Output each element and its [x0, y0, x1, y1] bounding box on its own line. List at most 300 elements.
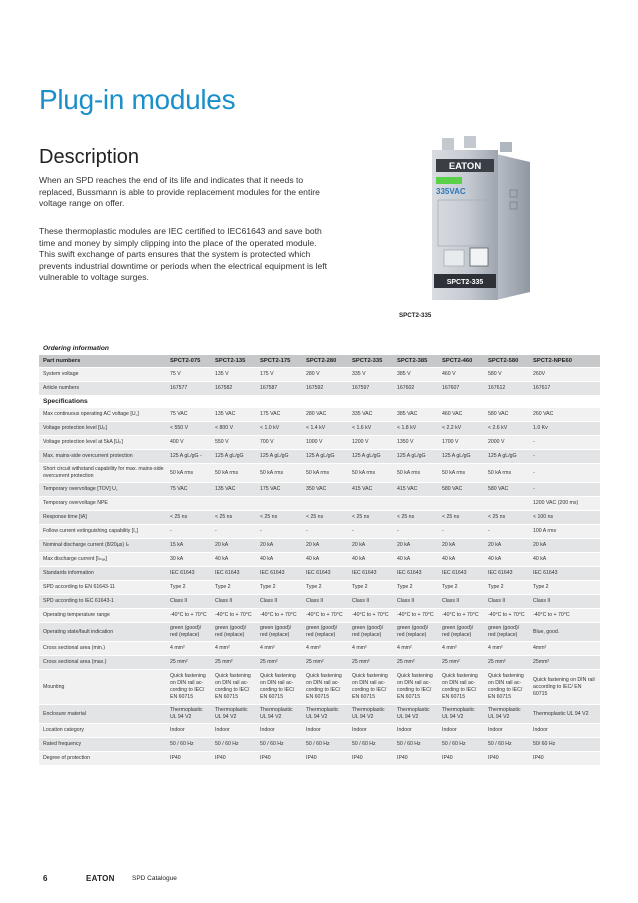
table-cell: 385 VAC	[394, 408, 439, 422]
table-cell: 580 VAC	[485, 408, 530, 422]
table-cell: 125 A gL/gG	[349, 450, 394, 464]
table-cell: 167587	[257, 382, 303, 396]
table-cell	[349, 497, 394, 511]
column-header-part: SPCT2-075	[167, 355, 212, 368]
section-heading-row	[39, 396, 600, 408]
table-cell: 580 VAC	[485, 483, 530, 497]
table-cell: 175 VAC	[257, 483, 303, 497]
table-cell: -	[394, 525, 439, 539]
table-cell: Type 2	[212, 581, 257, 595]
table-cell: 125 A gL/gG	[394, 450, 439, 464]
table-cell: 25mm²	[530, 656, 600, 670]
table-cell: IP40	[212, 752, 257, 766]
table-cell: Indoor	[485, 724, 530, 738]
table-cell: IEC 61643	[485, 567, 530, 581]
table-cell: Quick fastening on DIN rail ac-cording to IEC/ EN 60715	[394, 670, 439, 705]
table-cell: Quick fastening on DIN rail ac-cording to IEC/ EN 60715	[439, 670, 485, 705]
table-cell: IP40	[349, 752, 394, 766]
table-cell: 25 mm²	[303, 656, 349, 670]
row-label: Response time [tA]	[39, 511, 167, 525]
column-header-part: SPCT2-580	[485, 355, 530, 368]
table-cell: IP40	[167, 752, 212, 766]
table-cell: 1700 V	[439, 436, 485, 450]
table-cell: IEC 61643	[257, 567, 303, 581]
table-row	[39, 539, 600, 553]
table-row	[39, 436, 600, 450]
row-label: Rated frequency	[39, 738, 167, 752]
table-row	[39, 752, 600, 766]
table-cell: green (good)/ red (replace)	[349, 623, 394, 642]
table-cell: IEC 61643	[439, 567, 485, 581]
table-cell: Quick fastening on DIN rail ac-cording to IEC/ EN 60715	[212, 670, 257, 705]
table-cell: -	[530, 450, 600, 464]
table-cell: 20 kA	[212, 539, 257, 553]
table-cell: < 1.4 kV	[303, 422, 349, 436]
table-cell: -40°C to + 70°C	[257, 609, 303, 623]
table-cell: 40 kA	[257, 553, 303, 567]
table-cell: 40 kA	[439, 553, 485, 567]
table-cell: 20 kA	[439, 539, 485, 553]
table-cell: Indoor	[349, 724, 394, 738]
table-cell: Class II	[530, 595, 600, 609]
table-cell: Type 2	[303, 581, 349, 595]
table-row	[39, 738, 600, 752]
table-cell: IP40	[485, 752, 530, 766]
table-cell: 15 kA	[167, 539, 212, 553]
table-cell: 50 / 60 Hz	[303, 738, 349, 752]
module-terminal	[464, 136, 476, 148]
table-cell: 20 kA	[394, 539, 439, 553]
table-cell: -40°C to + 70°C	[439, 609, 485, 623]
row-label: Article numbers	[39, 382, 167, 396]
table-cell: < 25 ns	[167, 511, 212, 525]
table-cell: 580 VAC	[439, 483, 485, 497]
table-cell: green (good)/ red (replace)	[167, 623, 212, 642]
table-cell: 167597	[349, 382, 394, 396]
page-title: Plug-in modules	[39, 84, 236, 115]
table-cell: Type 2	[349, 581, 394, 595]
row-label: Specifications	[39, 396, 167, 408]
table-cell: < 2.2 kV	[439, 422, 485, 436]
table-cell: < 100 ns	[530, 511, 600, 525]
table-cell: Class II	[394, 595, 439, 609]
table-row	[39, 464, 600, 483]
table-cell	[530, 396, 600, 408]
row-label: Nominal discharge current (8/20µs) Iₙ	[39, 539, 167, 553]
table-cell: < 25 ns	[303, 511, 349, 525]
row-label: Short circuit withstand capability for max. mains-side overcurrent protection	[39, 464, 167, 483]
table-row	[39, 525, 600, 539]
table-cell: 335 VAC	[349, 408, 394, 422]
table-cell	[439, 497, 485, 511]
table-cell: 550 V	[212, 436, 257, 450]
row-label: Location category	[39, 724, 167, 738]
table-cell: Thermoplastic UL 94 V2	[394, 705, 439, 724]
table-cell: 4 mm²	[257, 642, 303, 656]
module-terminal	[442, 138, 454, 150]
rating-label	[444, 250, 464, 266]
table-cell: < 550 V	[167, 422, 212, 436]
column-header-part: SPCT2-385	[394, 355, 439, 368]
table-cell: 50 kA rms	[394, 464, 439, 483]
table-row	[39, 408, 600, 422]
table-row	[39, 724, 600, 738]
table-cell	[167, 396, 212, 408]
table-cell: 50 kA rms	[485, 464, 530, 483]
table-cell: 2000 V	[485, 436, 530, 450]
table-cell: Thermoplastic UL 94 V2	[530, 705, 600, 724]
table-cell: Type 2	[439, 581, 485, 595]
table-cell: 30 kA	[167, 553, 212, 567]
description-paragraph-1: When an SPD reaches the end of its life and indicates that it needs to replaced, Bussmann is able to provide replacement modules for the entire voltage range on offer.	[39, 175, 320, 209]
table-cell: 40 kA	[303, 553, 349, 567]
table-cell: < 25 ns	[394, 511, 439, 525]
table-cell: -	[530, 483, 600, 497]
table-cell: < 25 ns	[257, 511, 303, 525]
spec-table	[39, 355, 600, 766]
table-cell: IP40	[394, 752, 439, 766]
table-cell	[212, 396, 257, 408]
table-cell: 50 / 60 Hz	[439, 738, 485, 752]
table-cell: 167582	[212, 382, 257, 396]
table-cell: 100 A rms	[530, 525, 600, 539]
table-cell: IEC 61643	[530, 567, 600, 581]
table-row	[39, 450, 600, 464]
table-cell: Indoor	[394, 724, 439, 738]
page-number: 6	[43, 874, 48, 883]
table-cell: Thermoplastic UL 94 V2	[167, 705, 212, 724]
table-row	[39, 382, 600, 396]
column-header-part: SPCT2-NPE60	[530, 355, 600, 368]
table-cell: 400 V	[167, 436, 212, 450]
table-cell: 4 mm²	[439, 642, 485, 656]
table-cell	[394, 396, 439, 408]
table-cell: 20 kA	[349, 539, 394, 553]
table-cell: IEC 61643	[167, 567, 212, 581]
table-cell: 460 VAC	[439, 408, 485, 422]
row-label: Max. mains-side overcurrent protection	[39, 450, 167, 464]
table-cell: 50 / 60 Hz	[167, 738, 212, 752]
table-cell: 125 A gL/gG	[439, 450, 485, 464]
table-cell: < 25 ns	[212, 511, 257, 525]
table-cell: 4 mm²	[303, 642, 349, 656]
table-cell: < 1.0 kV	[257, 422, 303, 436]
row-label: Enclosure material	[39, 705, 167, 724]
footer-catalogue: SPD Catalogue	[132, 875, 177, 882]
table-cell: 4 mm²	[349, 642, 394, 656]
row-label: Follow current extinguishing capability [I꜀]	[39, 525, 167, 539]
description-paragraph-2: These thermoplastic modules are IEC certified to IEC61643 and save both time and money by simply clipping into the place of the operated module. This swift exchange of parts ensures that the system is protected which prevents industrial downtime or periods when the electrical equipment is left vulnerable to voltage surges.	[39, 226, 328, 283]
table-cell: < 25 ns	[439, 511, 485, 525]
row-label: SPD according to IEC 61643-1	[39, 595, 167, 609]
table-cell: 135 VAC	[212, 483, 257, 497]
table-cell: 125 A gL/gG -	[167, 450, 212, 464]
table-cell: Thermoplastic UL 94 V2	[349, 705, 394, 724]
table-cell: 25 mm²	[212, 656, 257, 670]
table-cell: Quick fastening on DIN rail ac-cording to IEC/ EN 60715	[349, 670, 394, 705]
table-cell: 580 V	[485, 368, 530, 382]
table-cell: 25 mm²	[257, 656, 303, 670]
table-cell: Indoor	[212, 724, 257, 738]
voltage-label: 335VAC	[436, 187, 466, 196]
module-terminal	[500, 142, 512, 152]
table-cell: 175 V	[257, 368, 303, 382]
row-label: SPD according to EN 61643-11	[39, 581, 167, 595]
table-cell: 415 VAC	[349, 483, 394, 497]
table-row	[39, 623, 600, 642]
table-cell: 50 kA rms	[257, 464, 303, 483]
table-cell: 135 VAC	[212, 408, 257, 422]
table-cell: 40 kA	[212, 553, 257, 567]
table-cell: 175 VAC	[257, 408, 303, 422]
table-cell: 4 mm²	[212, 642, 257, 656]
table-cell: 125 A gL/gG	[257, 450, 303, 464]
table-cell: Class II	[212, 595, 257, 609]
table-cell: Blue, good.	[530, 623, 600, 642]
table-cell: -40°C to + 70°C	[349, 609, 394, 623]
table-cell: 280 VAC	[303, 408, 349, 422]
module-side	[496, 154, 530, 300]
table-cell	[439, 396, 485, 408]
table-cell: 40 kA	[530, 553, 600, 567]
table-cell: Thermoplastic UL 94 V2	[257, 705, 303, 724]
table-cell: -	[349, 525, 394, 539]
table-cell: 125 A gL/gG	[485, 450, 530, 464]
table-cell: Class II	[303, 595, 349, 609]
table-row	[39, 567, 600, 581]
row-label: Temporary overvoltage NPE	[39, 497, 167, 511]
table-cell: 1200 VAC (200 ms)	[530, 497, 600, 511]
row-label: Standards information	[39, 567, 167, 581]
table-row	[39, 553, 600, 567]
table-cell	[394, 497, 439, 511]
table-cell: 50/ 60 Hz	[530, 738, 600, 752]
section-subtitle: Description	[39, 146, 140, 168]
footer-brand: EATON	[86, 874, 115, 883]
varistor-symbol-icon	[470, 248, 488, 266]
table-cell: Thermoplastic UL 94 V2	[212, 705, 257, 724]
row-label: Voltage protection level at 5kA [Uₚ]	[39, 436, 167, 450]
table-cell: < 2.6 kV	[485, 422, 530, 436]
table-cell: -	[212, 525, 257, 539]
table-cell: 50 / 60 Hz	[394, 738, 439, 752]
product-caption: SPCT2-335	[399, 312, 432, 319]
table-cell: IEC 61643	[394, 567, 439, 581]
table-cell: Thermoplastic UL 94 V2	[439, 705, 485, 724]
table-cell: 335 V	[349, 368, 394, 382]
table-cell: green (good)/ red (replace)	[212, 623, 257, 642]
table-cell: 167592	[303, 382, 349, 396]
column-header-part: SPCT2-175	[257, 355, 303, 368]
table-cell: IP40	[303, 752, 349, 766]
table-cell: Quick fastening on DIN rail ac-cording to IEC/ EN 60715	[257, 670, 303, 705]
brand-logo: EATON	[448, 161, 482, 172]
table-row	[39, 609, 600, 623]
table-cell: 75 VAC	[167, 483, 212, 497]
table-cell: < 25 ns	[485, 511, 530, 525]
table-cell: -40°C to + 70°C	[212, 609, 257, 623]
table-cell: Indoor	[439, 724, 485, 738]
table-cell: green (good)/ red (replace)	[394, 623, 439, 642]
table-cell	[167, 497, 212, 511]
table-cell: 4 mm²	[394, 642, 439, 656]
table-cell: < 800 V	[212, 422, 257, 436]
table-cell: green (good)/ red (replace)	[439, 623, 485, 642]
table-cell: 50 / 60 Hz	[257, 738, 303, 752]
table-cell: -	[439, 525, 485, 539]
table-row	[39, 497, 600, 511]
ordering-information-heading: Ordering information	[43, 345, 109, 352]
table-cell: 25 mm²	[485, 656, 530, 670]
table-row	[39, 670, 600, 705]
table-row	[39, 705, 600, 724]
row-label: Voltage protection level [Uₚ]	[39, 422, 167, 436]
table-cell: IEC 61643	[303, 567, 349, 581]
table-header-row	[39, 355, 600, 368]
table-row	[39, 368, 600, 382]
table-cell: 50 kA rms	[349, 464, 394, 483]
table-cell: 20 kA	[257, 539, 303, 553]
table-cell: Thermoplastic UL 94 V2	[303, 705, 349, 724]
table-cell: 25 mm²	[349, 656, 394, 670]
table-cell: 167602	[394, 382, 439, 396]
table-cell: Type 2	[530, 581, 600, 595]
table-cell: 350 VAC	[303, 483, 349, 497]
column-header-part: SPCT2-280	[303, 355, 349, 368]
table-cell: Quick fastening on DIN rail ac-cording to IEC/ EN 60715	[485, 670, 530, 705]
table-cell: 260V	[530, 368, 600, 382]
table-cell: 415 VAC	[394, 483, 439, 497]
table-cell: 50 kA rms	[212, 464, 257, 483]
table-cell: Type 2	[167, 581, 212, 595]
table-cell: -40°C to + 70°C	[394, 609, 439, 623]
table-cell: Quick fastening on DIN rail ac-cording to IEC/ EN 60715	[167, 670, 212, 705]
table-cell: Indoor	[303, 724, 349, 738]
table-cell: -40°C to + 70°C	[167, 609, 212, 623]
table-cell: green (good)/ red (replace)	[485, 623, 530, 642]
table-cell: < 25 ns	[349, 511, 394, 525]
table-row	[39, 422, 600, 436]
table-cell: Thermoplastic UL 94 V2	[485, 705, 530, 724]
table-cell: 167607	[439, 382, 485, 396]
table-cell: 20 kA	[485, 539, 530, 553]
table-cell: 1.0 Kv	[530, 422, 600, 436]
table-cell: 50 kA rms	[167, 464, 212, 483]
table-cell: < 1.8 kV	[394, 422, 439, 436]
row-label: Degree of protection	[39, 752, 167, 766]
table-cell	[257, 396, 303, 408]
table-cell: -	[303, 525, 349, 539]
table-cell	[349, 396, 394, 408]
table-cell: Class II	[485, 595, 530, 609]
table-cell: Indoor	[257, 724, 303, 738]
table-cell: 385 V	[394, 368, 439, 382]
table-cell	[212, 497, 257, 511]
table-row	[39, 511, 600, 525]
table-cell: Type 2	[394, 581, 439, 595]
table-cell: Class II	[439, 595, 485, 609]
table-cell: Class II	[257, 595, 303, 609]
product-image	[412, 132, 547, 302]
row-label: Operating state/fault indication	[39, 623, 167, 642]
table-cell: -	[530, 464, 600, 483]
table-cell: Quick fastening on DIN rail according to IEC/ EN 60715	[530, 670, 600, 705]
status-indicator-window	[436, 177, 462, 184]
table-cell: Indoor	[167, 724, 212, 738]
table-cell: 4mm²	[530, 642, 600, 656]
row-label: Cross sectional area (max.)	[39, 656, 167, 670]
column-header-part: SPCT2-335	[349, 355, 394, 368]
table-cell: green (good)/ red (replace)	[303, 623, 349, 642]
table-cell: 135 V	[212, 368, 257, 382]
table-cell: 167577	[167, 382, 212, 396]
table-cell: 40 kA	[349, 553, 394, 567]
table-cell: 1350 V	[394, 436, 439, 450]
table-cell: Quick fastening on DIN rail ac-cording to IEC/ EN 60715	[303, 670, 349, 705]
table-cell: Class II	[167, 595, 212, 609]
row-label: Cross sectional area (min.)	[39, 642, 167, 656]
table-cell: -	[485, 525, 530, 539]
table-cell: 50 / 60 Hz	[485, 738, 530, 752]
table-cell: 50 / 60 Hz	[212, 738, 257, 752]
table-cell	[485, 497, 530, 511]
table-cell: IP40	[439, 752, 485, 766]
table-cell: -40°C to + 70°C	[485, 609, 530, 623]
model-label: SPCT2-335	[446, 279, 484, 286]
table-cell: 25 mm²	[167, 656, 212, 670]
table-cell: 1200 V	[349, 436, 394, 450]
table-cell: Indoor	[530, 724, 600, 738]
table-cell: 40 kA	[485, 553, 530, 567]
table-cell: 25 mm²	[394, 656, 439, 670]
table-cell: 460 V	[439, 368, 485, 382]
table-cell: 20 kA	[530, 539, 600, 553]
table-cell: 260 VAC	[530, 408, 600, 422]
table-cell: -	[167, 525, 212, 539]
table-cell: -	[257, 525, 303, 539]
table-cell: 167612	[485, 382, 530, 396]
table-row	[39, 595, 600, 609]
table-cell: IEC 61643	[349, 567, 394, 581]
row-label: System voltage	[39, 368, 167, 382]
table-cell: 20 kA	[303, 539, 349, 553]
row-label: Max continuous operating AC voltage [U꜀]	[39, 408, 167, 422]
column-header-part: SPCT2-135	[212, 355, 257, 368]
table-row	[39, 656, 600, 670]
table-cell: -40°C to + 70°C	[303, 609, 349, 623]
table-cell	[303, 497, 349, 511]
table-cell: 700 V	[257, 436, 303, 450]
table-cell: 75 V	[167, 368, 212, 382]
table-cell: -40°C to + 70°C	[530, 609, 600, 623]
table-cell	[485, 396, 530, 408]
table-cell: Type 2	[485, 581, 530, 595]
table-cell: 167617	[530, 382, 600, 396]
table-cell: -	[530, 436, 600, 450]
table-cell: < 1.6 kV	[349, 422, 394, 436]
table-cell	[257, 497, 303, 511]
row-label: Operating temperature range	[39, 609, 167, 623]
table-row	[39, 581, 600, 595]
table-cell: 50 kA rms	[303, 464, 349, 483]
row-label: Mounting	[39, 670, 167, 705]
table-cell: 40 kA	[394, 553, 439, 567]
table-cell: Type 2	[257, 581, 303, 595]
table-cell: 50 / 60 Hz	[349, 738, 394, 752]
table-cell	[303, 396, 349, 408]
table-cell: 125 A gL/gG	[303, 450, 349, 464]
table-cell: green (good)/ red (replace)	[257, 623, 303, 642]
